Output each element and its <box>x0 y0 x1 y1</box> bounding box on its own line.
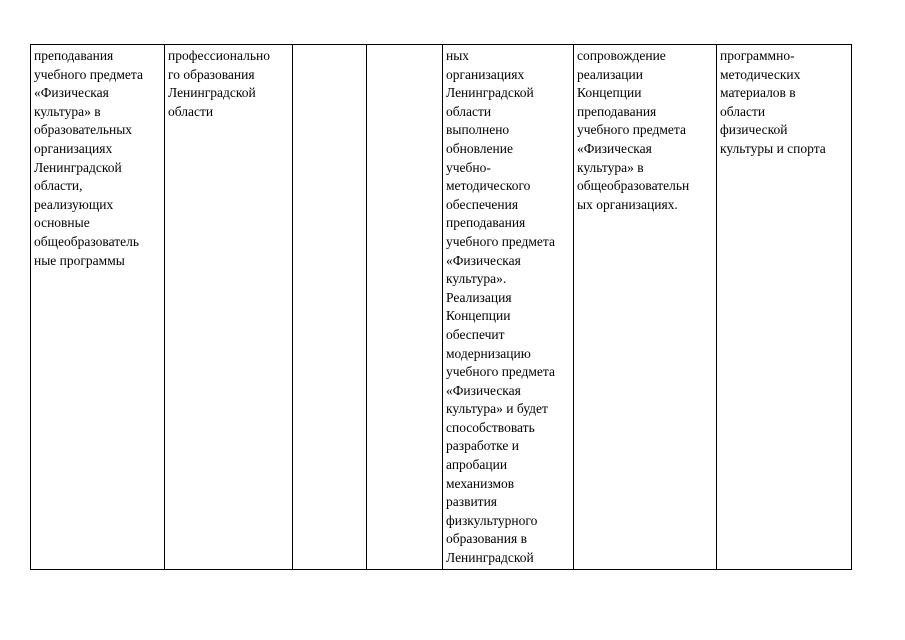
table-row <box>31 45 852 570</box>
table-cell-5: ных организациях Ленинградской области выполнено обновление учебно- методического обеспечения преподавания учебного предмета «Физическая культура». Реализация Концепции обеспечит модернизацию учебного предмета «Физическая культура» и будет способствовать разработке и апробации механизмов развития физкультурного образования в Ленинградской <box>443 45 574 570</box>
document-table <box>30 44 852 570</box>
table-cell-3 <box>293 45 367 570</box>
table-cell-7: программно- методических материалов в области физической культуры и спорта <box>717 45 852 570</box>
table-cell-2: профессионально го образования Ленинградской области <box>165 45 293 570</box>
table-cell-6: сопровождение реализации Концепции преподавания учебного предмета «Физическая культура» в общеобразовательн ых организациях. <box>574 45 717 570</box>
table-cell-4 <box>367 45 443 570</box>
table-cell-1: преподавания учебного предмета «Физическая культура» в образовательных организациях Ленинградской области, реализующих основные общеобразователь ные программы <box>31 45 165 570</box>
